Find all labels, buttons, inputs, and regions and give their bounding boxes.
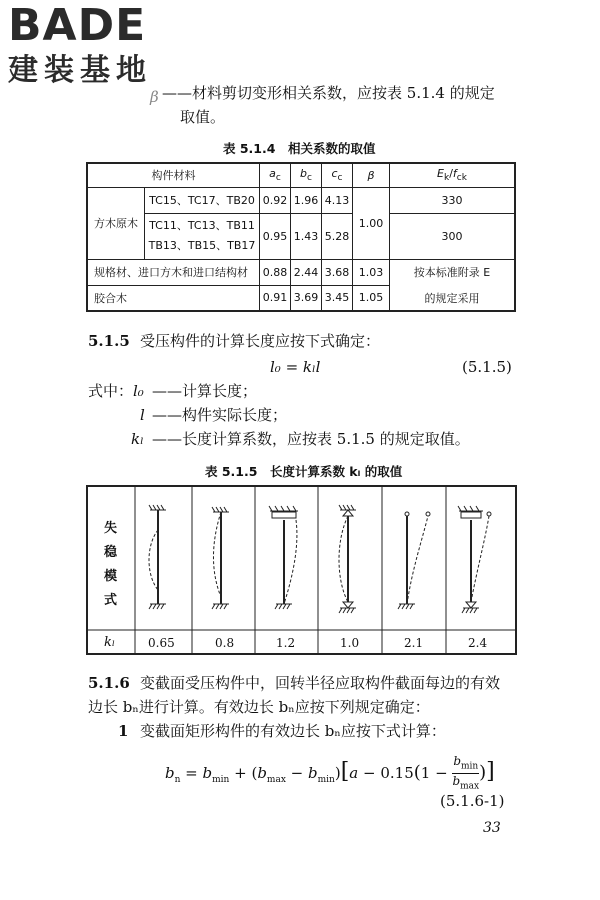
cell-grade-line2: TB13、TB15、TB17	[148, 239, 256, 252]
header-bc: $b_c$	[291, 163, 322, 187]
def-desc-l0: ——计算长度；	[152, 382, 258, 400]
kl-value: 1.2	[276, 636, 296, 650]
buckling-mode-cantilever	[398, 512, 430, 609]
formula-516: $b_n = b_{min} + (b_{max} - b_{min})[a - 0.15(1$ − $b_{min}$ $b_{max}$ )]	[165, 754, 495, 792]
buckling-mode-pinned-pinned	[339, 505, 356, 613]
cell-ek: 300	[390, 213, 516, 259]
group-label: 方木原木	[87, 187, 145, 259]
kl-label: kₗ	[104, 635, 116, 650]
cell-ac: 0.91	[260, 285, 291, 311]
buckling-mode-sway-fixed	[269, 506, 298, 609]
sec-515-formula: l₀ = kₗl	[270, 358, 321, 376]
buckling-mode-sway-pinned	[458, 506, 491, 613]
kl-value: 0.65	[148, 636, 175, 650]
cell-cc: 3.45	[322, 285, 353, 311]
item-number: 1	[118, 722, 129, 740]
cell-material: 胶合木	[87, 285, 260, 311]
cell-beta-shared: 1.00	[353, 187, 390, 259]
header-ek: $E_k/f_{ck}$	[390, 163, 516, 187]
cell-material: 规格材、进口方木和进口结构材	[87, 259, 260, 285]
def-sym-l0: l₀	[133, 382, 144, 400]
cell-bc: 2.44	[291, 259, 322, 285]
table-515-caption: 表 5.1.5 长度计算系数 kₗ 的取值	[205, 464, 403, 479]
kl-value: 0.8	[215, 636, 235, 650]
row-label-char: 稳	[104, 545, 118, 560]
row-label-char: 失	[104, 521, 118, 536]
sec-516-number: 5.1.6	[88, 674, 130, 692]
cell-bc: 1.43	[291, 213, 322, 259]
cell-bc: 3.69	[291, 285, 322, 311]
buckling-mode-fixed-fixed	[149, 505, 166, 609]
cell-cc: 3.68	[322, 259, 353, 285]
def-desc-l: ——构件实际长度；	[152, 406, 288, 424]
intro-line2: 取值。	[180, 108, 226, 126]
cell-cc: 4.13	[322, 187, 353, 213]
kl-value: 1.0	[340, 636, 360, 650]
row-label-char: 式	[104, 593, 118, 608]
table-514-caption: 表 5.1.4 相关系数的取值	[223, 141, 376, 156]
cell-grade: TC15、TC17、TB20	[145, 187, 260, 213]
row-label-char: 模	[104, 569, 118, 584]
logo-sub-text: 建装基地	[8, 53, 152, 88]
sec-516-line2: 边长 bₙ进行计算。有效边长 bₙ应按下列规定确定：	[88, 698, 430, 716]
header-ac: $a_c$	[260, 163, 291, 187]
cell-grade-line1: TC11、TC13、TB11	[149, 219, 255, 232]
cell-beta: 1.03	[353, 259, 390, 285]
sec-515-number: 5.1.5	[88, 332, 130, 350]
intro-line1: ——材料剪切变形相关系数，应按表 5.1.4 的规定	[162, 84, 495, 102]
def-sym-kl: kₗ	[131, 430, 144, 448]
logo-main-text: BADE	[8, 0, 147, 51]
cell-ek: 按本标准附录 E	[390, 259, 516, 285]
table-515-border	[87, 486, 516, 654]
page-number: 33	[483, 820, 501, 836]
formula-516-no: (5.1.6-1)	[440, 792, 505, 810]
header-cc: $c_c$	[322, 163, 353, 187]
sec-516-line1: 变截面受压构件中，回转半径应取构件截面每边的有效	[140, 674, 501, 692]
def-sym-l: l	[140, 406, 145, 424]
cell-ac: 0.95	[260, 213, 291, 259]
buckling-mode-fixed-pinned	[212, 507, 229, 609]
cell-cc: 5.28	[322, 213, 353, 259]
kl-value: 2.1	[404, 636, 424, 650]
sec-515-formula-no: (5.1.5)	[462, 358, 512, 376]
cell-bc: 1.96	[291, 187, 322, 213]
cell-beta: 1.05	[353, 285, 390, 311]
cell-ek: 330	[390, 187, 516, 213]
cell-ac: 0.92	[260, 187, 291, 213]
intro-symbol: β	[150, 88, 159, 106]
where-label: 式中：	[88, 382, 134, 400]
kl-value: 2.4	[468, 636, 488, 650]
header-material: 构件材料	[87, 163, 260, 187]
cell-ek: 的规定采用	[390, 285, 516, 311]
def-desc-kl: ——长度计算系数，应按表 5.1.5 的规定取值。	[152, 430, 470, 448]
header-beta: β	[353, 163, 390, 187]
sec-515-text: 受压构件的计算长度应按下式确定：	[140, 332, 381, 350]
item-text: 变截面矩形构件的有效边长 bₙ应按下式计算：	[140, 722, 446, 740]
cell-ac: 0.88	[260, 259, 291, 285]
